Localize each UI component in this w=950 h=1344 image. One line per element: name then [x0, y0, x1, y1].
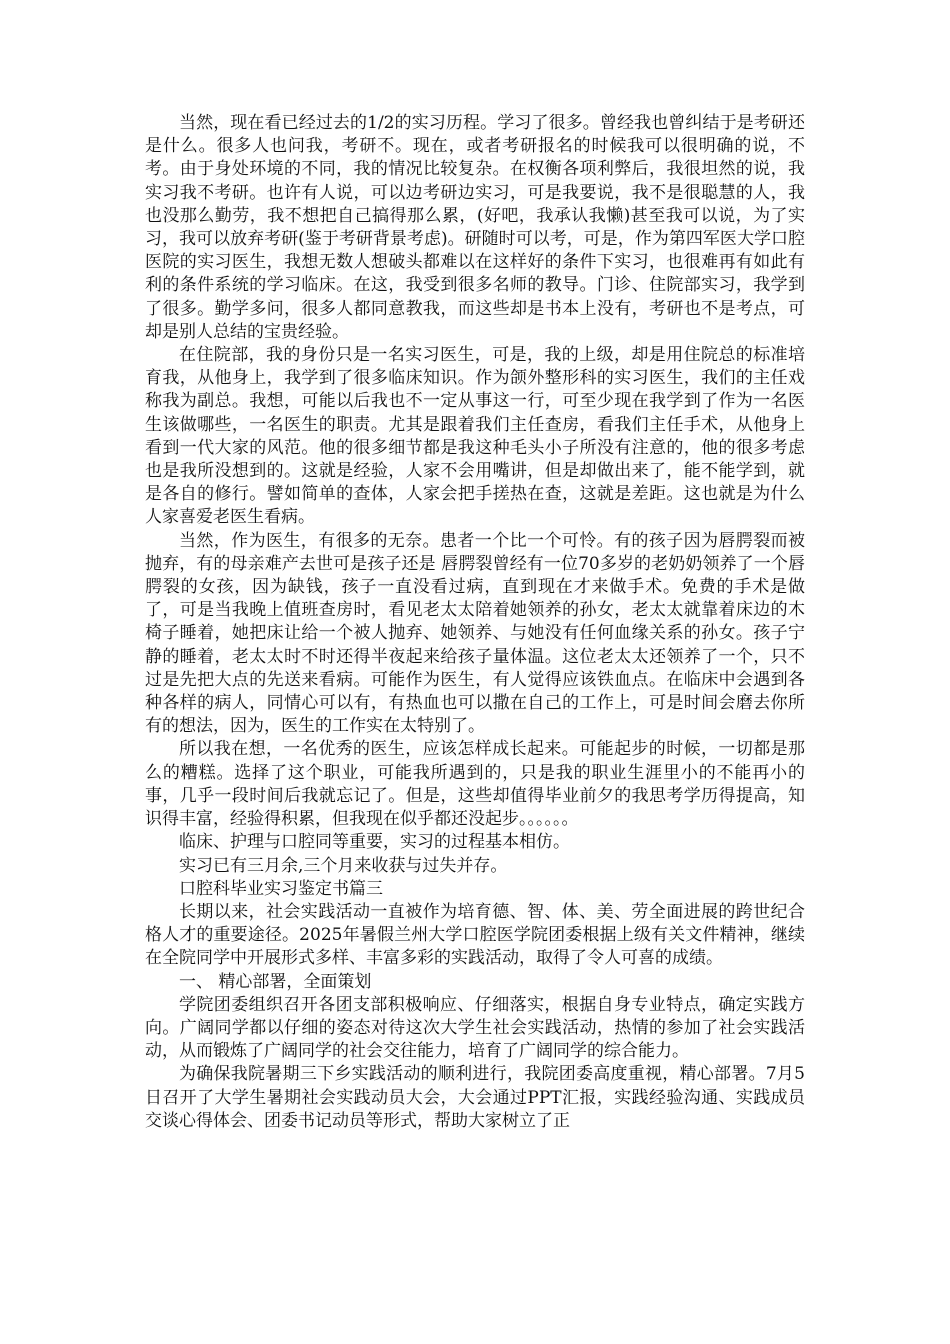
paragraph: 当然，现在看已经过去的1/2的实习历程。学习了很多。曾经我也曾纠结于是考研还是什么。很多人也问我，考研不。现在，或者考研报名的时候我可以很明确的说，不考。由于身处环境的不同，我的情况比较复杂。在权衡各项利弊后，我很坦然的说，我实习我不考研。也许有人说，可以边考研边实习，可是我要说，我不是很聪慧的人，我也没那么勤劳，我不想把自己搞得那么累，(好吧，我承认我懒)甚至我可以说，为了实习，我可以放弃考研(鉴于考研背景考虑)。研随时可以考，可是，作为第四军医大学口腔医院的实习医生，我想无数人想破头都难以在这样好的条件下实习，也很难再有如此有利的条件系统的学习临床。在这，我受到很多名师的教导。门诊、住院部实习，我学到了很多。勤学多问，很多人都同意教我，而这些却是书本上没有，考研也不是考点，可却是别人总结的宝贵经验。 [145, 113, 805, 342]
section-heading: 一、 精心部署，全面策划 [179, 971, 372, 992]
paragraph: 实习已有三月余,三个月来收获与过失并存。 [179, 855, 508, 876]
paragraph: 所以我在想，一名优秀的医生，应该怎样成长起来。可能起步的时候，一切都是那么的糟糕。选择了这个职业，可能我所遇到的，只是我的职业生涯里小的不能再小的事，几乎一段时间后我就忘记了。但是，这些却值得毕业前夕的我思考学历得提高，知识得丰富，经验得积累，但我现在似乎都还没起步。。。。。。 [145, 739, 805, 830]
paragraph: 当然，作为医生，有很多的无奈。患者一个比一个可怜。有的孩子因为唇腭裂而被抛弃，有的母亲难产去世可是孩子还是 唇腭裂曾经有一位70多岁的老奶奶领养了一个唇腭裂的女孩，因为缺钱，孩子一直没看过病，直到现在才来做手术。免费的手术是做了，可是当我晚上值班查房时，看见老太太陪着她领养的孙女，老太太就靠着床边的木椅子睡着，她把床让给一个被人抛弃、她领养、与她没有任何血缘关系的孙女。孩子宁静的睡着，老太太时不时还得半夜起来给孩子量体温。这位老太太还领养了一个，只不过是先把大点的先送来看病。可能作为医生，有人觉得应该铁血点。在临床中会遇到各种各样的病人，同情心可以有，有热血也可以撒在自己的工作上，可是时间会磨去你所有的想法，因为，医生的工作实在太特别了。 [145, 530, 805, 737]
paragraph: 在住院部，我的身份只是一名实习医生，可是，我的上级，却是用住院总的标准培育我，从他身上，我学到了很多临床知识。作为颌外整形科的实习医生，我们的主任戏称我为副总。我想，可能以后我也不一定从事这一行，可至少现在我学到了作为一名医生该做哪些，一名医生的职责。尤其是跟着我们主任查房，看我们主任手术，从他身上看到一代大家的风范。他的很多细节都是我这种毛头小子所没有注意的，他的很多考虑也是我所没想到的。这就是经验，人家不会用嘴讲，但是却做出来了，能不能学到，就是各自的修行。譬如简单的查体，人家会把手搓热在查，这就是差距。这也就是为什么人家喜爱老医生看病。 [145, 345, 805, 528]
section-title: 口腔科毕业实习鉴定书篇三 [179, 878, 383, 899]
paragraph: 长期以来，社会实践活动一直被作为培育德、智、体、美、劳全面进展的跨世纪合格人才的重要途径。2025年暑假兰州大学口腔医学院团委根据上级有关文件精神，继续在全院同学中开展形式多样、丰富多彩的实践活动，取得了令人可喜的成绩。 [145, 901, 805, 969]
paragraph: 为确保我院暑期三下乡实践活动的顺利进行，我院团委高度重视，精心部署。7月5日召开了大学生暑期社会实践动员大会，大会通过PPT汇报，实践经验沟通、实践成员交谈心得体会、团委书记动员等形式，帮助大家树立了正 [145, 1064, 805, 1131]
paragraph: 临床、护理与口腔同等重要，实习的过程基本相仿。 [179, 832, 570, 853]
paragraph: 学院团委组织召开各团支部积极响应、仔细落实，根据自身专业特点，确定实践方向。广阔同学都以仔细的姿态对待这次大学生社会实践活动，热情的参加了社会实践活动，从而锻炼了广阔同学的社会交往能力，培育了广阔同学的综合能力。 [145, 994, 805, 1062]
document-body [145, 112, 805, 1133]
